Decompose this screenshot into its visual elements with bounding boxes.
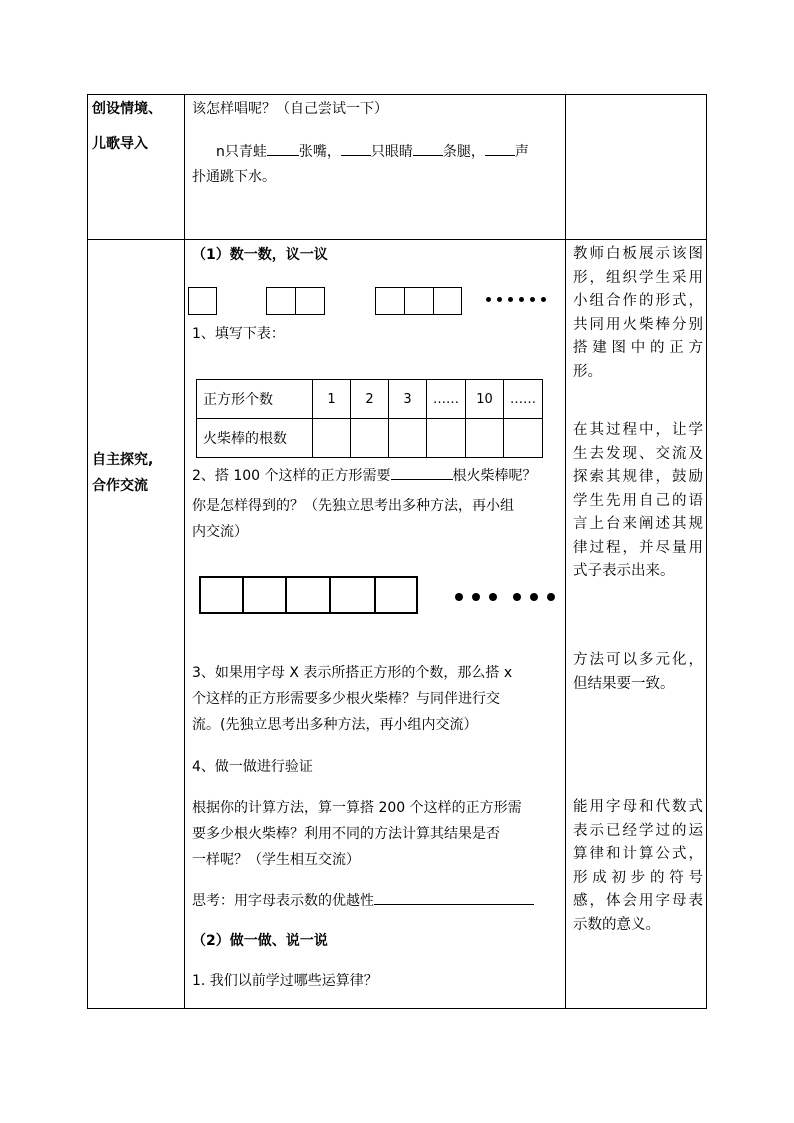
row1-label-line1: 创设情境、: [92, 101, 162, 117]
row2-label-line2: 合作交流: [92, 478, 148, 494]
verify-line2: 要多少根火柴棒？利用不同的方法计算其结果是否: [192, 826, 500, 842]
thick-square: [242, 576, 287, 614]
thick-square: [285, 576, 331, 614]
blank-eyes: [341, 141, 371, 156]
ellipsis-dot: [497, 297, 502, 302]
table-cell: 10: [466, 380, 504, 419]
table-cell: ……: [427, 380, 466, 419]
square-3b: [404, 287, 434, 315]
table-cell-empty[interactable]: [351, 419, 389, 458]
thick-square: [374, 576, 418, 614]
table-border-right: [706, 94, 707, 1009]
item2-line1: [192, 465, 537, 487]
item4: 4、做一做进行验证: [192, 759, 313, 775]
table-cell-empty[interactable]: [504, 419, 543, 458]
table-cell: ……: [504, 380, 543, 419]
verify-line1: 根据你的计算方法，算一算搭 200 个这样的正方形需: [192, 800, 522, 816]
ellipsis-dot: [472, 593, 480, 601]
item2-text-a: 2、搭 100 个这样的正方形需要: [192, 468, 391, 484]
square-3c: [433, 287, 462, 315]
blank-think: [374, 890, 534, 905]
table-cell: 3: [389, 380, 427, 419]
table-cell: 1: [313, 380, 351, 419]
table-border-col2: [565, 94, 566, 1009]
square-3a: [375, 287, 405, 315]
table-border-row-divider: [87, 239, 707, 240]
song-line2: 扑通跳下水。: [192, 169, 276, 185]
teacher-note-4: 能用字母和代数式表示已经学过的运算律和计算公式，形成初步的符号感，体会用字母表示数的意义。: [573, 799, 703, 933]
square-2b: [295, 287, 325, 315]
item2-line3: 内交流）: [192, 524, 248, 540]
blank-mouth: [267, 141, 299, 156]
teacher-note-3: 方法可以多元化，但结果要一致。: [573, 652, 703, 692]
song-part-c: 只眼睛: [370, 144, 413, 160]
teacher-note-2: 在其过程中，让学生去发现、交流及探索其规律，鼓励学生先用自己的语言上台来阐述其规律过程，并尽量用式子表示出来。: [573, 422, 703, 579]
item2-line2: 你是怎样得到的？（先独立思考出多种方法，再小组: [192, 498, 514, 514]
ellipsis-dot: [513, 593, 521, 601]
table-row-sticks: [197, 419, 543, 458]
song-line1: [216, 141, 529, 163]
matchstick-table: [196, 379, 543, 458]
square-1: [188, 287, 217, 315]
row1-question: 该怎样唱呢？（自己尝试一下）: [192, 101, 388, 117]
song-part-d: 条腿，: [442, 144, 485, 160]
row1-label-line2: 儿歌导入: [92, 136, 148, 152]
ellipsis-dot: [530, 593, 538, 601]
song-part-a: n只青蛙: [216, 144, 267, 160]
thick-square: [199, 576, 244, 614]
item3-line3: 流。(先独立思考出多种方法，再小组内交流）: [192, 717, 478, 733]
table-cell-empty[interactable]: [389, 419, 427, 458]
ellipsis-dot: [547, 593, 555, 601]
ellipsis-dot: [455, 593, 463, 601]
song-part-b: 张嘴，: [298, 144, 341, 160]
blank-legs: [413, 141, 443, 156]
blank-sound: [485, 141, 515, 156]
think-prompt: [192, 890, 534, 912]
table-cell: 2: [351, 380, 389, 419]
ellipsis-dot: [508, 297, 513, 302]
ellipsis-dot: [530, 297, 535, 302]
table-border-col1: [184, 94, 185, 1009]
table-border-left: [87, 94, 88, 1009]
song-part-e: 声: [514, 144, 529, 160]
item-last: 1. 我们以前学过哪些运算律？: [192, 973, 378, 989]
table-cell-empty[interactable]: [466, 419, 504, 458]
item2-text-b: 根火柴棒呢？: [452, 468, 537, 484]
blank-100-squares: [391, 465, 453, 480]
thick-square: [329, 576, 376, 614]
square-2a: [266, 287, 296, 315]
table-border-bottom: [87, 1008, 707, 1009]
ellipsis-dot: [489, 593, 497, 601]
section2-title: （2）做一做、说一说: [192, 933, 328, 949]
ellipsis-dot: [541, 297, 546, 302]
table-cell-empty[interactable]: [427, 419, 466, 458]
ellipsis-dot: [486, 297, 491, 302]
item3-line2: 个这样的正方形需要多少根火柴棒？与同伴进行交: [192, 691, 500, 707]
table-header-squares: 正方形个数: [197, 380, 313, 419]
table-row-squares: [197, 380, 543, 419]
row2-label-line1: 自主探究,: [92, 452, 154, 468]
table-border-top: [87, 94, 707, 95]
section1-title: （1）数一数，议一议: [192, 247, 328, 263]
item1-fill-table: 1、填写下表：: [192, 326, 285, 342]
item3-line1: 3、如果用字母 X 表示所搭正方形的个数，那么搭 x: [192, 665, 513, 681]
table-cell-empty[interactable]: [313, 419, 351, 458]
ellipsis-dot: [519, 297, 524, 302]
think-text: 思考：用字母表示数的优越性: [192, 893, 374, 909]
verify-line3: 一样呢？（学生相互交流）: [192, 852, 360, 868]
table-header-sticks: 火柴棒的根数: [197, 419, 313, 458]
teacher-note-1: 教师白板展示该图形，组织学生采用小组合作的形式，共同用火柴棒分别搭建图中的正方形。: [573, 246, 703, 380]
